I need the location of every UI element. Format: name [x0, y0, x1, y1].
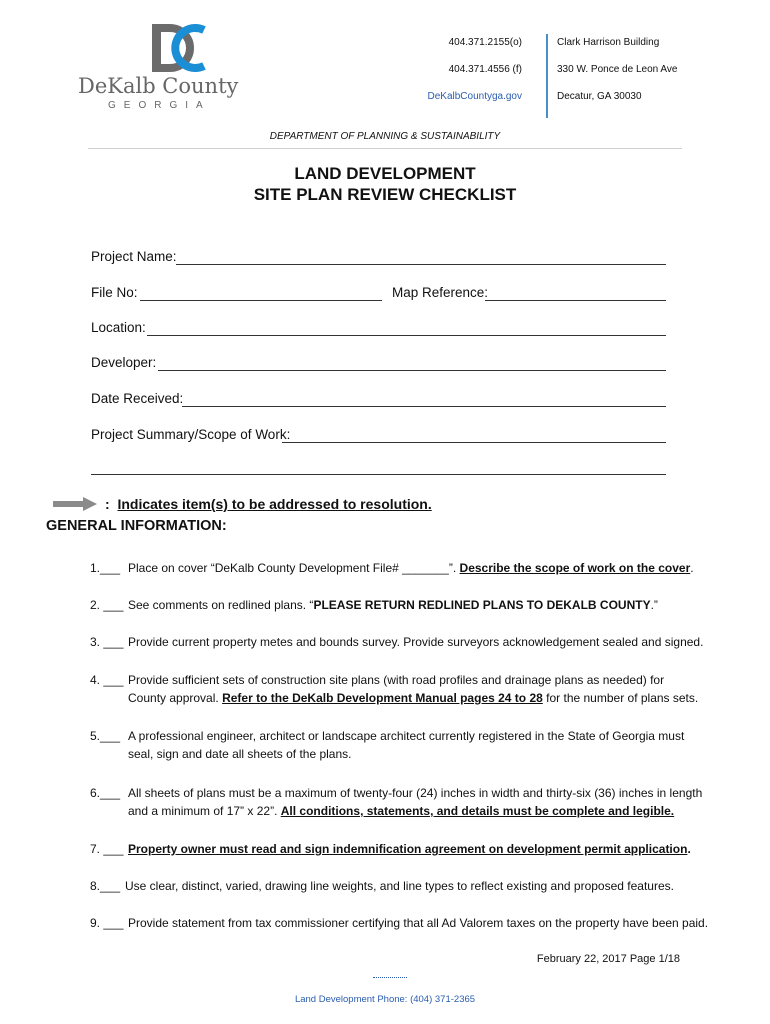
footer-divider	[373, 977, 407, 978]
project-name-label: Project Name:	[91, 249, 177, 264]
item-9-number: 9. ___	[90, 916, 124, 930]
file-no-line[interactable]	[140, 300, 382, 301]
address-street: 330 W. Ponce de Leon Ave	[557, 64, 678, 75]
item-2-number: 2. ___	[90, 598, 124, 612]
logo-county-name: DeKalb County	[78, 74, 239, 98]
title-line-1: LAND DEVELOPMENT	[294, 164, 476, 183]
department-name: DEPARTMENT OF PLANNING & SUSTAINABILITY	[269, 131, 501, 142]
item-8-number: 8.___	[90, 879, 121, 893]
item-7-number: 7. ___	[90, 842, 124, 856]
project-summary-line-1[interactable]	[282, 442, 666, 443]
item-6-text-line-1: All sheets of plans must be a maximum of twenty-four (24) inches in width and thirty-six (36) inches in length	[128, 786, 703, 800]
footer-date-page: February 22, 2017 Page 1/18	[536, 953, 680, 965]
right-arrow-icon	[53, 497, 97, 511]
item-4-text-line-2: County approval. Refer to the DeKalb Development Manual pages 24 to 28 for the number of plans sets.	[128, 691, 699, 705]
item-8-text: Use clear, distinct, varied, drawing line weights, and line types to reflect existing and proposed features.	[125, 879, 674, 893]
item-4-number: 4. ___	[90, 673, 124, 687]
item-2-text: See comments on redlined plans. “PLEASE RETURN REDLINED PLANS TO DEKALB COUNTY.”	[128, 598, 658, 612]
item-5-number: 5.___	[90, 729, 121, 743]
location-line[interactable]	[147, 335, 666, 336]
title-line-2: SITE PLAN REVIEW CHECKLIST	[253, 185, 517, 204]
item-1-number: 1.___	[90, 561, 121, 575]
date-received-label: Date Received:	[91, 391, 184, 406]
item-9-text: Provide statement from tax commissioner certifying that all Ad Valorem taxes on the property have been paid.	[128, 916, 709, 930]
map-reference-label: Map Reference:	[392, 285, 489, 300]
developer-line[interactable]	[158, 370, 666, 371]
project-summary-label: Project Summary/Scope of Work:	[91, 427, 291, 442]
item-3-number: 3. ___	[90, 635, 124, 649]
date-received-line[interactable]	[182, 406, 666, 407]
project-summary-line-2[interactable]	[91, 474, 666, 475]
file-no-label: File No:	[91, 285, 138, 300]
item-4-text-line-1: Provide sufficient sets of construction site plans (with road profiles and drainage plans as needed) for	[128, 673, 665, 687]
project-name-line[interactable]	[176, 264, 666, 265]
item-7-text: Property owner must read and sign indemnification agreement on development permit application.	[128, 842, 691, 856]
item-5-text-line-2: seal, sign and date all sheets of the plans.	[128, 747, 352, 761]
map-reference-line[interactable]	[485, 300, 666, 301]
item-5-text-line-1: A professional engineer, architect or landscape architect currently registered in the State of Georgia must	[128, 729, 685, 743]
address-building: Clark Harrison Building	[557, 37, 660, 48]
item-6-text-line-2: and a minimum of 17” x 22”. All conditions, statements, and details must be complete and legible.	[128, 804, 675, 818]
item-6-number: 6.___	[90, 786, 121, 800]
phone-fax: 404.371.4556 (f)	[448, 64, 522, 75]
section-title: GENERAL INFORMATION:	[46, 518, 227, 534]
developer-label: Developer:	[91, 355, 157, 370]
website-link[interactable]: DeKalbCountyga.gov	[427, 91, 522, 102]
item-3-text: Provide current property metes and bounds survey. Provide surveyors acknowledgement sealed and signed.	[128, 635, 704, 649]
item-1-text: Place on cover “DeKalb County Development File# _______”. Describe the scope of work on the cover.	[128, 561, 694, 575]
address-city: Decatur, GA 30030	[557, 91, 642, 102]
legend-text: : Indicates item(s) to be addressed to resolution.	[105, 496, 432, 512]
footer-phone: Land Development Phone: (404) 371-2365	[294, 994, 476, 1005]
contact-divider	[546, 34, 548, 118]
phone-office: 404.371.2155(o)	[448, 37, 522, 48]
logo-state-name: GEORGIA	[108, 100, 211, 111]
header-divider	[88, 148, 682, 149]
location-label: Location:	[91, 320, 146, 335]
